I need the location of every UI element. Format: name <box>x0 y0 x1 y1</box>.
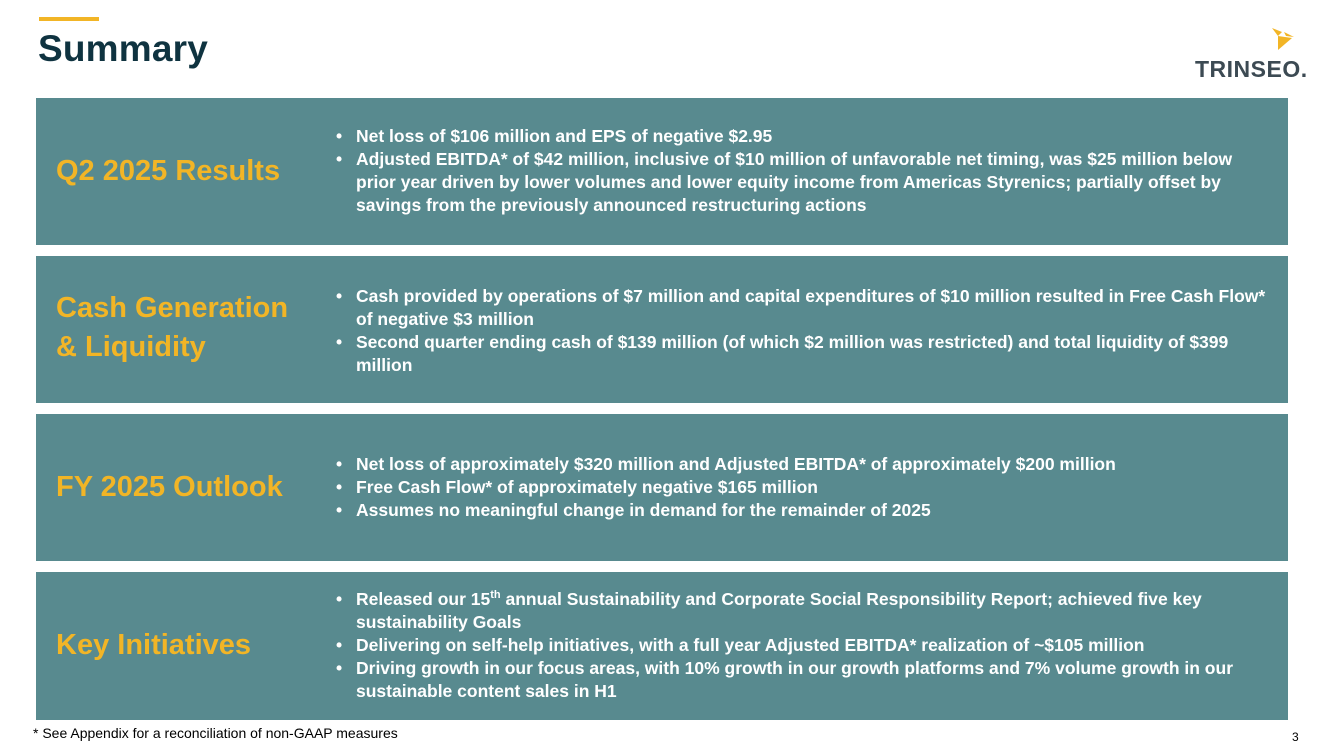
bullet-list <box>336 453 1274 522</box>
panel-key-initiatives <box>36 572 1288 720</box>
list-item: • Free Cash Flow* of approximately negative $165 million <box>336 477 818 497</box>
page-number: 3 <box>1292 730 1299 744</box>
list-item: • Net loss of approximately $320 million and Adjusted EBITDA* of approximately $200 million <box>336 454 1116 474</box>
list-item: • Cash provided by operations of $7 million and capital expenditures of $10 million resulted in Free Cash Flow* of negative $3 million <box>336 286 1266 329</box>
list-item: • Second quarter ending cash of $139 million (of which $2 million was restricted) and total liquidity of $399 million <box>336 332 1229 375</box>
panel-label: Q2 2025 Results <box>56 155 281 187</box>
panel-label: Key Initiatives <box>56 629 252 661</box>
logo-wordmark: TRINSEO. <box>1195 56 1308 82</box>
footnote: * See Appendix for a reconciliation of non-GAAP measures <box>33 725 398 741</box>
page-title: Summary <box>38 28 209 69</box>
list-item: • Released our 15th annual Sustainability and Corporate Social Responsibility Report; achieved five key sustainability Goals <box>336 589 1202 632</box>
list-item: • Adjusted EBITDA* of $42 million, inclusive of $10 million of unfavorable net timing, was $25 million below prior year driven by lower volumes and lower equity income from Americas Styrenics; partially offset by savings from the previously announced restructuring actions <box>336 149 1233 215</box>
panel-label: FY 2025 Outlook <box>56 471 283 503</box>
logo-chevron-icon <box>1270 26 1296 52</box>
panel-q2-results <box>36 98 1288 245</box>
title-accent-bar <box>39 17 99 21</box>
company-logo <box>1192 26 1308 82</box>
bullet-list <box>336 285 1274 377</box>
panel-fy-outlook <box>36 414 1288 561</box>
panel-label: Cash Generation & Liquidity <box>56 292 289 363</box>
list-item: • Delivering on self-help initiatives, with a full year Adjusted EBITDA* realization of ~$105 million <box>336 635 1145 655</box>
list-item: • Assumes no meaningful change in demand for the remainder of 2025 <box>336 500 931 520</box>
bullet-list <box>336 125 1274 217</box>
bullet-list <box>336 588 1274 703</box>
list-item: • Net loss of $106 million and EPS of negative $2.95 <box>336 126 773 146</box>
list-item: • Driving growth in our focus areas, with 10% growth in our growth platforms and 7% volume growth in our sustainable content sales in H1 <box>336 658 1233 701</box>
panel-cash-liquidity <box>36 256 1288 403</box>
